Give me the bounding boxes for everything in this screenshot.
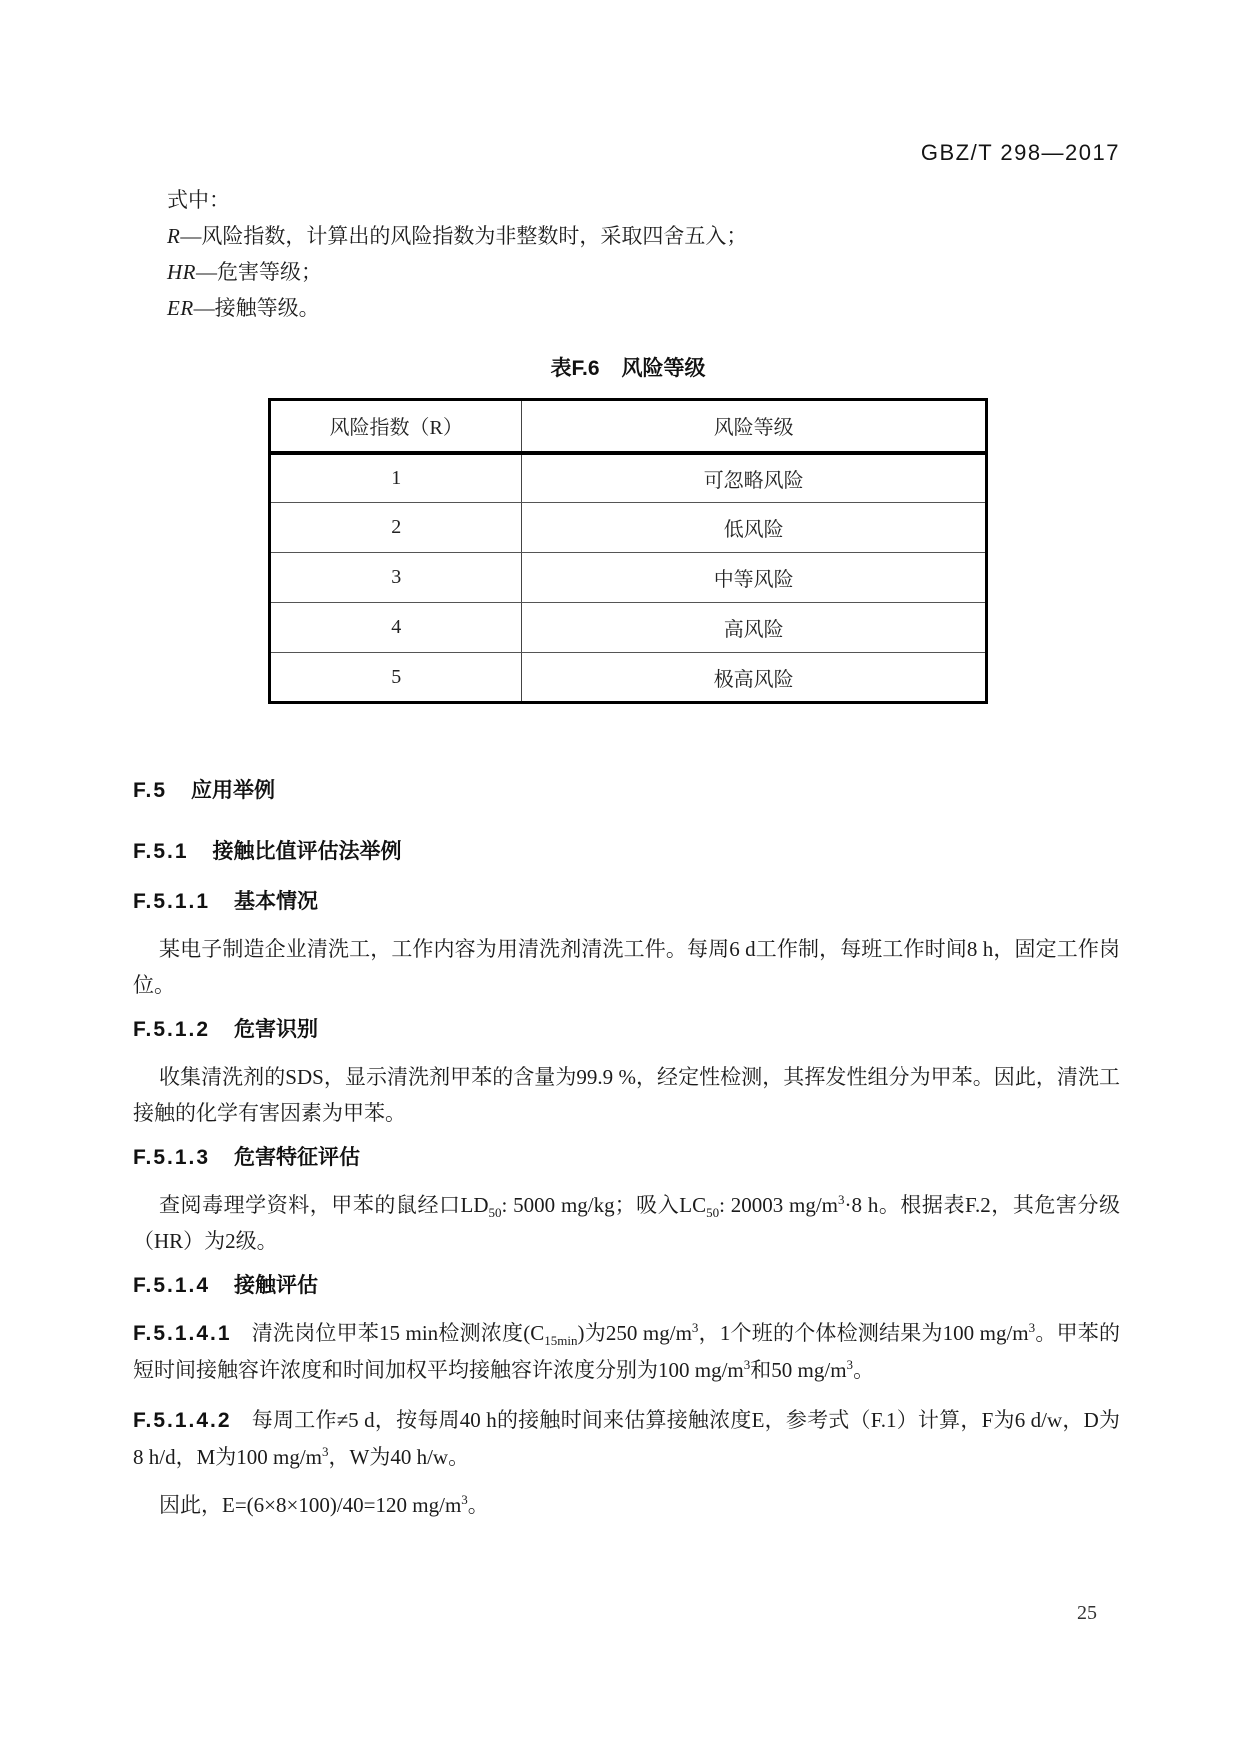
table-row xyxy=(270,453,987,503)
table-f6-label: 表F.6 xyxy=(550,357,600,380)
standard-number: GBZ/T 298—2017 xyxy=(920,140,1120,165)
paragraph-f5141 xyxy=(133,1315,1120,1388)
formula-notes xyxy=(167,182,1120,326)
section-f513-heading xyxy=(133,1145,1120,1171)
section-f5-title: 应用举例 xyxy=(191,779,276,802)
symbol-hr: HR xyxy=(167,260,196,284)
formula-note-r xyxy=(167,218,1120,254)
table-row xyxy=(270,653,987,703)
page-number: 25 xyxy=(1077,1602,1097,1624)
paragraph-f5142 xyxy=(133,1402,1120,1475)
clause-f5141-number: F.5.1.4.1 xyxy=(133,1322,232,1345)
symbol-hr-desc: —危害等级； xyxy=(196,260,322,284)
section-f51-title: 接触比值评估法举例 xyxy=(212,840,402,863)
paragraph-f512: 收集清洗剂的SDS，显示清洗剂甲苯的含量为99.9 %，经定性检测，其挥发性组分为甲苯。因此，清洗工接触的化学有害因素为甲苯。 xyxy=(133,1065,1120,1125)
risk-index-cell: 5 xyxy=(270,653,522,703)
paragraph-f513: 查阅毒理学资料，甲苯的鼠经口$LD_{50}$: 5000 mg/kg；吸入$LC_{50}$: 20003 $mg/m^3\cdot 8$ h。根据表F.2，其危害分级（HR）为2级。 xyxy=(133,1192,1120,1253)
risk-level-cell: 可忽略风险 xyxy=(522,453,987,503)
risk-level-cell: 极高风险 xyxy=(522,653,987,703)
table-row xyxy=(270,603,987,653)
section-f514-heading xyxy=(133,1273,1120,1299)
section-f513-title: 危害特征评估 xyxy=(234,1146,361,1169)
risk-level-cell: 中等风险 xyxy=(522,553,987,603)
paragraph-f511: 某电子制造企业清洗工，工作内容为用清洗剂清洗工件。每周6 d工作制，每班工作时间8 h，固定工作岗位。 xyxy=(133,937,1120,997)
col-header-risk-index: 风险指数（R） xyxy=(270,400,522,453)
section-f512-number: F.5.1.2 xyxy=(133,1018,211,1041)
section-f513-number: F.5.1.3 xyxy=(133,1146,211,1169)
section-f511-heading xyxy=(133,889,1120,915)
formula-note-hr xyxy=(167,254,1120,290)
clause-f5142-number: F.5.1.4.2 xyxy=(133,1409,232,1432)
symbol-er-desc: —接触等级。 xyxy=(193,296,320,320)
section-f512-title: 危害识别 xyxy=(234,1018,319,1041)
section-f5-heading xyxy=(133,778,1120,804)
section-f512-heading xyxy=(133,1017,1120,1043)
col-header-risk-level: 风险等级 xyxy=(522,400,987,453)
clause-f5142-text: 每周工作≠5 d，按每周40 h的接触时间来估算接触浓度E，参考式（F.1）计算，F为6 d/w，D为8 h/d，M为100 $mg/m^3$，W为40 h/w。 xyxy=(133,1408,1120,1469)
section-f514-number: F.5.1.4 xyxy=(133,1274,211,1297)
table-row xyxy=(270,553,987,603)
risk-index-cell: 1 xyxy=(270,453,522,503)
risk-index-cell: 4 xyxy=(270,603,522,653)
table-row xyxy=(270,503,987,553)
table-header-row xyxy=(270,400,987,453)
section-f51-number: F.5.1 xyxy=(133,840,189,863)
symbol-er: ER xyxy=(167,296,194,320)
risk-index-cell: 2 xyxy=(270,503,522,553)
risk-level-cell: 高风险 xyxy=(522,603,987,653)
section-f511-title: 基本情况 xyxy=(234,890,319,913)
section-f511-number: F.5.1.1 xyxy=(133,890,211,913)
section-f5-number: F.5 xyxy=(133,779,168,802)
risk-level-cell: 低风险 xyxy=(522,503,987,553)
symbol-r-desc: —风险指数，计算出的风险指数为非整数时，采取四舍五入； xyxy=(180,224,748,248)
risk-level-table xyxy=(268,398,988,704)
clause-f5141-text: 清洗岗位甲苯15 min检测浓度$(C_{15min})$为250 $mg/m^3$，1个班的个体检测结果为100 $mg/m^3$。甲苯的短时间接触容许浓度和时间加权平均接触容许浓度分别为100 $mg/m^3$和50 $mg/m^3$。 xyxy=(133,1320,1121,1382)
formula-note-er xyxy=(167,290,1120,326)
symbol-r: R xyxy=(167,224,181,248)
section-f51-heading xyxy=(133,839,1120,865)
section-f514-title: 接触评估 xyxy=(234,1274,319,1297)
table-f6-title xyxy=(268,356,988,382)
paragraph-conclusion: 因此，E=(6×8×100)/40=120 $mg/m^3$。 xyxy=(159,1492,489,1517)
table-f6-name: 风险等级 xyxy=(621,357,706,380)
formula-notes-intro: 式中： xyxy=(167,188,230,212)
risk-index-cell: 3 xyxy=(270,553,522,603)
